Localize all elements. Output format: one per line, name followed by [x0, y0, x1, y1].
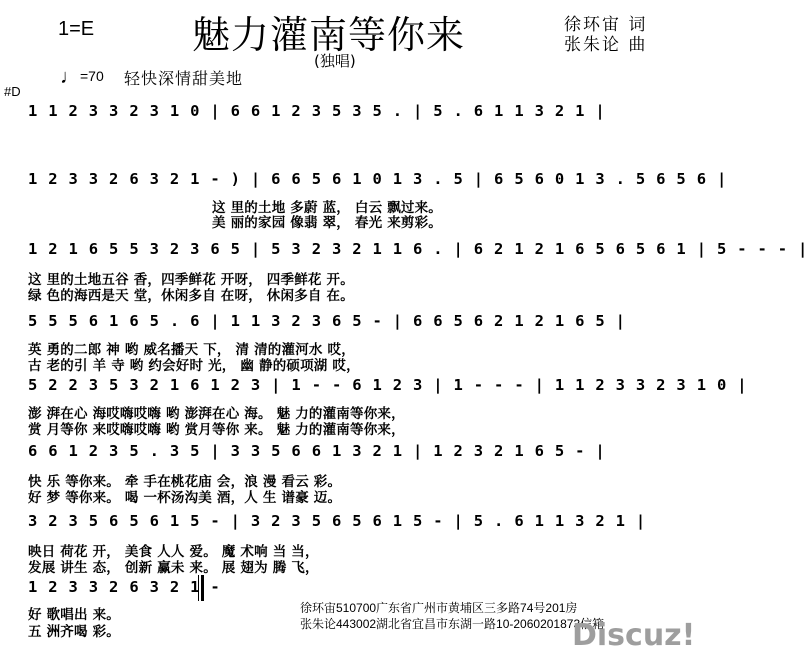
notation-line: 1 1 2 3 3 2 3 1 0 | 6 6 1 2 3 5 3 5 . | 5 . 6 1 1 3 2 1 |: [28, 102, 606, 120]
lyric-line: 澎 湃在心 海哎嗨哎嗨 哟 澎湃在心 海。 魅 力的灌南等你来，: [28, 406, 405, 422]
expression-marking: 轻快深情甜美地: [124, 69, 244, 88]
footer-address-composer: 张朱论443002湖北省宜昌市东湖一路10-2060201873信箱: [300, 617, 605, 631]
lyricist-credit: 徐环宙 词: [564, 15, 648, 35]
key-signature: 1=E: [58, 18, 95, 40]
watermark-logo: Discuz!: [572, 618, 696, 653]
lyric-line: 赏 月等你 来哎嗨哎嗨 哟 赏月等你 来。 魅 力的灌南等你来，: [28, 422, 405, 438]
quarter-note-icon: ♩: [60, 66, 80, 88]
final-barline: [198, 575, 204, 601]
lyric-line: 五 洲齐喝 彩。: [28, 624, 120, 640]
tempo-value: =70: [80, 68, 104, 84]
lyric-line: 快 乐 等你来。 牵 手在桃花庙 会，浪 漫 看云 彩。: [28, 474, 342, 490]
notation-line: 1 2 1 6 5 5 3 2 3 6 5 | 5 3 2 3 2 1 1 6 . | 6 2 1 2 1 6 5 6 5 6 1 | 5 - - - |: [28, 240, 808, 258]
lyric-line: 这 里的土地五谷 香，四季鲜花 开呀， 四季鲜花 开。: [28, 272, 354, 288]
lyric-line: 发展 讲生 态， 创新 赢未 来。 展 翅为 腾 飞，: [28, 560, 319, 576]
notation-line: 3 2 3 5 6 5 6 1 5 - | 3 2 3 5 6 5 6 1 5 - | 5 . 6 1 1 3 2 1 |: [28, 512, 647, 530]
lyric-line: 古 老的引 羊 寺 哟 约会好时 光， 幽 静的硕项湖 哎，: [28, 358, 360, 374]
song-title: 魅力灌南等你来: [192, 13, 466, 57]
composer-credit: 张朱论 曲: [564, 35, 648, 55]
tempo-marking: [60, 66, 104, 89]
notation-line: 5 5 5 6 1 6 5 . 6 | 1 1 3 2 3 6 5 - | 6 6 5 6 2 1 2 1 6 5 |: [28, 312, 626, 330]
lyric-line: 英 勇的二郎 神 哟 威名播天 下， 清 清的灌河水 哎，: [28, 342, 355, 358]
notation-line: 6 6 1 2 3 5 . 3 5 | 3 3 5 6 6 1 3 2 1 | 1 2 3 2 1 6 5 - |: [28, 442, 606, 460]
key-sign-marker: #D: [4, 84, 21, 99]
notation-line: 1 2 3 3 2 6 3 2 1 - ) | 6 6 5 6 1 0 1 3 . 5 | 6 5 6 0 1 3 . 5 6 5 6 |: [28, 170, 728, 188]
lyric-line: 美 丽的家园 像翡 翠， 春光 来剪彩。: [212, 215, 442, 231]
notation-line: 5 2 2 3 5 3 2 1 6 1 2 3 | 1 - - 6 1 2 3 | 1 - - - | 1 1 2 3 3 2 3 1 0 |: [28, 376, 748, 394]
lyric-line: 好 歌唱出 来。: [28, 607, 120, 623]
footer-address-lyricist: 徐环宙510700广东省广州市黄埔区三多路74号201房: [300, 601, 578, 615]
lyric-line: 这 里的土地 多蔚 蓝， 白云 飘过来。: [212, 200, 442, 216]
lyric-line: 映日 荷花 开， 美食 人人 爱。 魔 术响 当 当，: [28, 544, 319, 560]
lyric-line: 绿 色的海西是天 堂，休闲多自 在呀， 休闲多自 在。: [28, 288, 354, 304]
song-subtitle: (独唱): [314, 52, 356, 70]
notation-line: 1 2 3 3 2 6 3 2 1 -: [28, 578, 221, 596]
lyric-line: 好 梦 等你来。 喝 一杯汤沟美 酒，人 生 谱豪 迈。: [28, 490, 342, 506]
